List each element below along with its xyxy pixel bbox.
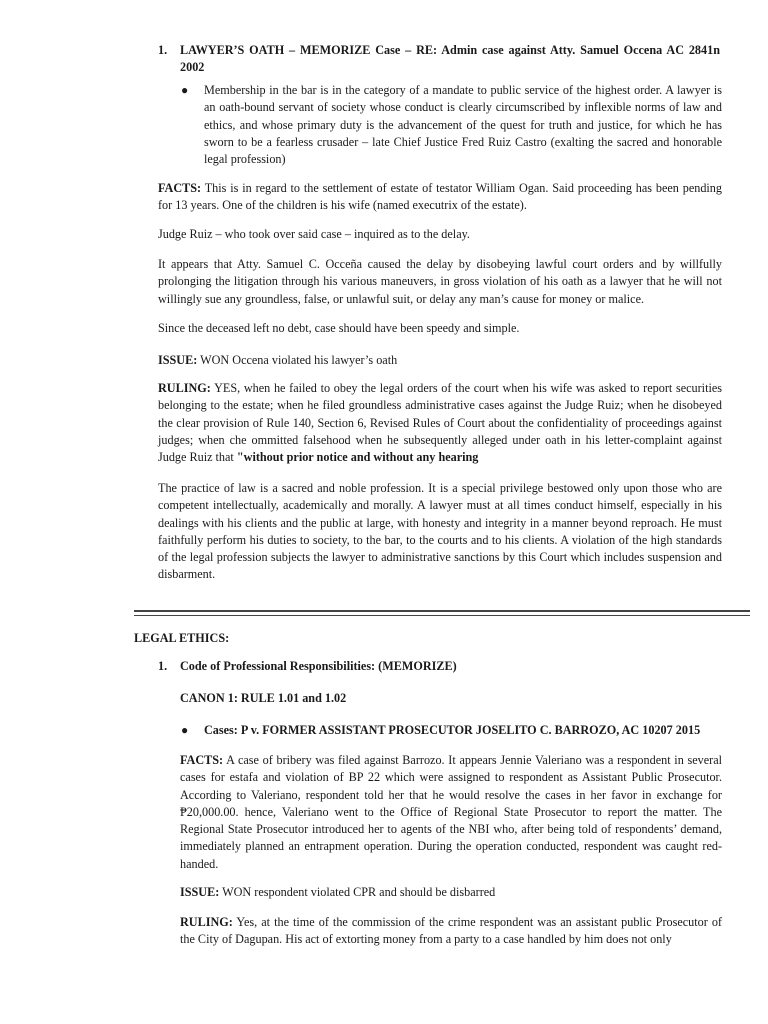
section1-ruling [158, 380, 722, 466]
facts-text: This is in regard to the settlement of estate of testator William Ogan. Said proceeding has been pending for 13 years. One of the children is his wife (named executrix of the estate). [158, 181, 722, 213]
judge-paragraph: Judge Ruiz – who took over said case – inquired as to the delay. [158, 227, 470, 241]
oath-quote: Membership in the bar is in the category of a mandate to public service of the highest order. A lawyer is an oath-bound servant of society whose conduct is clearly circumscribed by inflexible norms of law and ethics, and whose primary duty is the advancement of the quest for truth and justice, for which he has sworn to be a fearless crusader – late Chief Justice Fred Ruiz Castro (exalting the sacred and honorable legal profession) [204, 83, 722, 167]
appears-paragraph: It appears that Atty. Samuel C. Occeña caused the delay by disobeying lawful court orders and by willfully prolonging the litigation through his various maneuvers, in gross violation of his oath as a lawyer that he will not willingly sue any groundless, false, or unlawful suit, or delay any man’s cause for money or malice. [158, 257, 722, 306]
section1-number: 1. [158, 43, 168, 57]
facts2-text: A case of bribery was filed against Barrozo. It appears Jennie Valeriano was a respondent in several cases for estafa and violation of BP 22 which were assigned to respondent as Assistant Public Prosecutor. According to Valeriano, respondent told her that he would resolve the cases in her favor in exchange for ₱20,000.00. hence, Valeriano went to the Office of Regional State Prosecutor to report the matter. The Regional State Prosecutor introduced her to agents of the NBI who, after being told of respondents’ demand, immediately planned an entrapment operation. During the operation conducted, respondent was caught red-handed. [180, 753, 722, 871]
issue-text: WON Occena violated his lawyer’s oath [197, 353, 398, 367]
deceased-paragraph: Since the deceased left no debt, case should have been speedy and simple. [158, 321, 520, 335]
ruling2-text: Yes, at the time of the commission of the crime respondent was an assistant public Prosecutor of the City of Dagupan. His act of extorting money from a party to a case handled by him does not only [180, 915, 722, 947]
section2-title: LEGAL ETHICS: [134, 631, 230, 645]
issue2-text: WON respondent violated CPR and should be disbarred [219, 885, 496, 899]
issue2-label: ISSUE: [180, 885, 220, 899]
section2-ruling [180, 914, 722, 949]
facts-label: FACTS: [158, 181, 202, 195]
section2-issue [180, 884, 722, 901]
section2-heading: Code of Professional Responsibilities: (MEMORIZE) [180, 659, 457, 673]
section2-number: 1. [158, 659, 168, 673]
cases-label: Cases: [204, 723, 238, 737]
section-divider-thin [134, 615, 750, 616]
ruling-quote: "without prior notice and without any hearing [236, 450, 479, 465]
facts2-label: FACTS: [180, 753, 224, 767]
section1-heading: LAWYER’S OATH – MEMORIZE Case – RE: Admin case against Atty. Samuel Occena AC 2841n 2002 [180, 43, 720, 75]
section1-facts [158, 180, 722, 215]
canon-heading: CANON 1: RULE 1.01 and 1.02 [180, 691, 347, 705]
issue-label: ISSUE: [158, 353, 198, 367]
cases-line [204, 722, 724, 739]
ruling-label: RULING: [158, 381, 211, 395]
section2-facts [180, 752, 722, 873]
ruling-text: YES, when he failed to obey the legal orders of the court when his wife was asked to report securities belonging to the estate; when he filed groundless administrative cases against the Judge Ruiz; when he disobeyed the clear provision of Rule 140, Section 6, Revised Rules of Court about the confidentiality of proceedings against judges; when che ommitted falsehood when he subsequently alleged under oath in his letter-complaint against Judge Ruiz that [158, 381, 722, 465]
section-divider [134, 610, 750, 612]
bullet-icon-cases: ● [181, 723, 189, 737]
practice-paragraph: The practice of law is a sacred and noble profession. It is a special privilege bestowed only upon those who are competent intellectually, academically and morally. A lawyer must at all times conduct himself, especially in his dealings with his clients and the public at large, with honesty and integrity in a manner beyond reproach. He must faithfully perform his duties to society, to the bar, to the courts and to his clients. A violation of the high standards of the legal profession subjects the lawyer to administrative sanctions by this Court which includes suspension and disbarment. [158, 481, 722, 582]
cases-text: P v. FORMER ASSISTANT PROSECUTOR JOSELITO C. BARROZO, AC 10207 2015 [237, 723, 701, 737]
ruling2-label: RULING: [180, 915, 233, 929]
bullet-icon: ● [181, 83, 189, 97]
section1-issue [158, 352, 722, 369]
